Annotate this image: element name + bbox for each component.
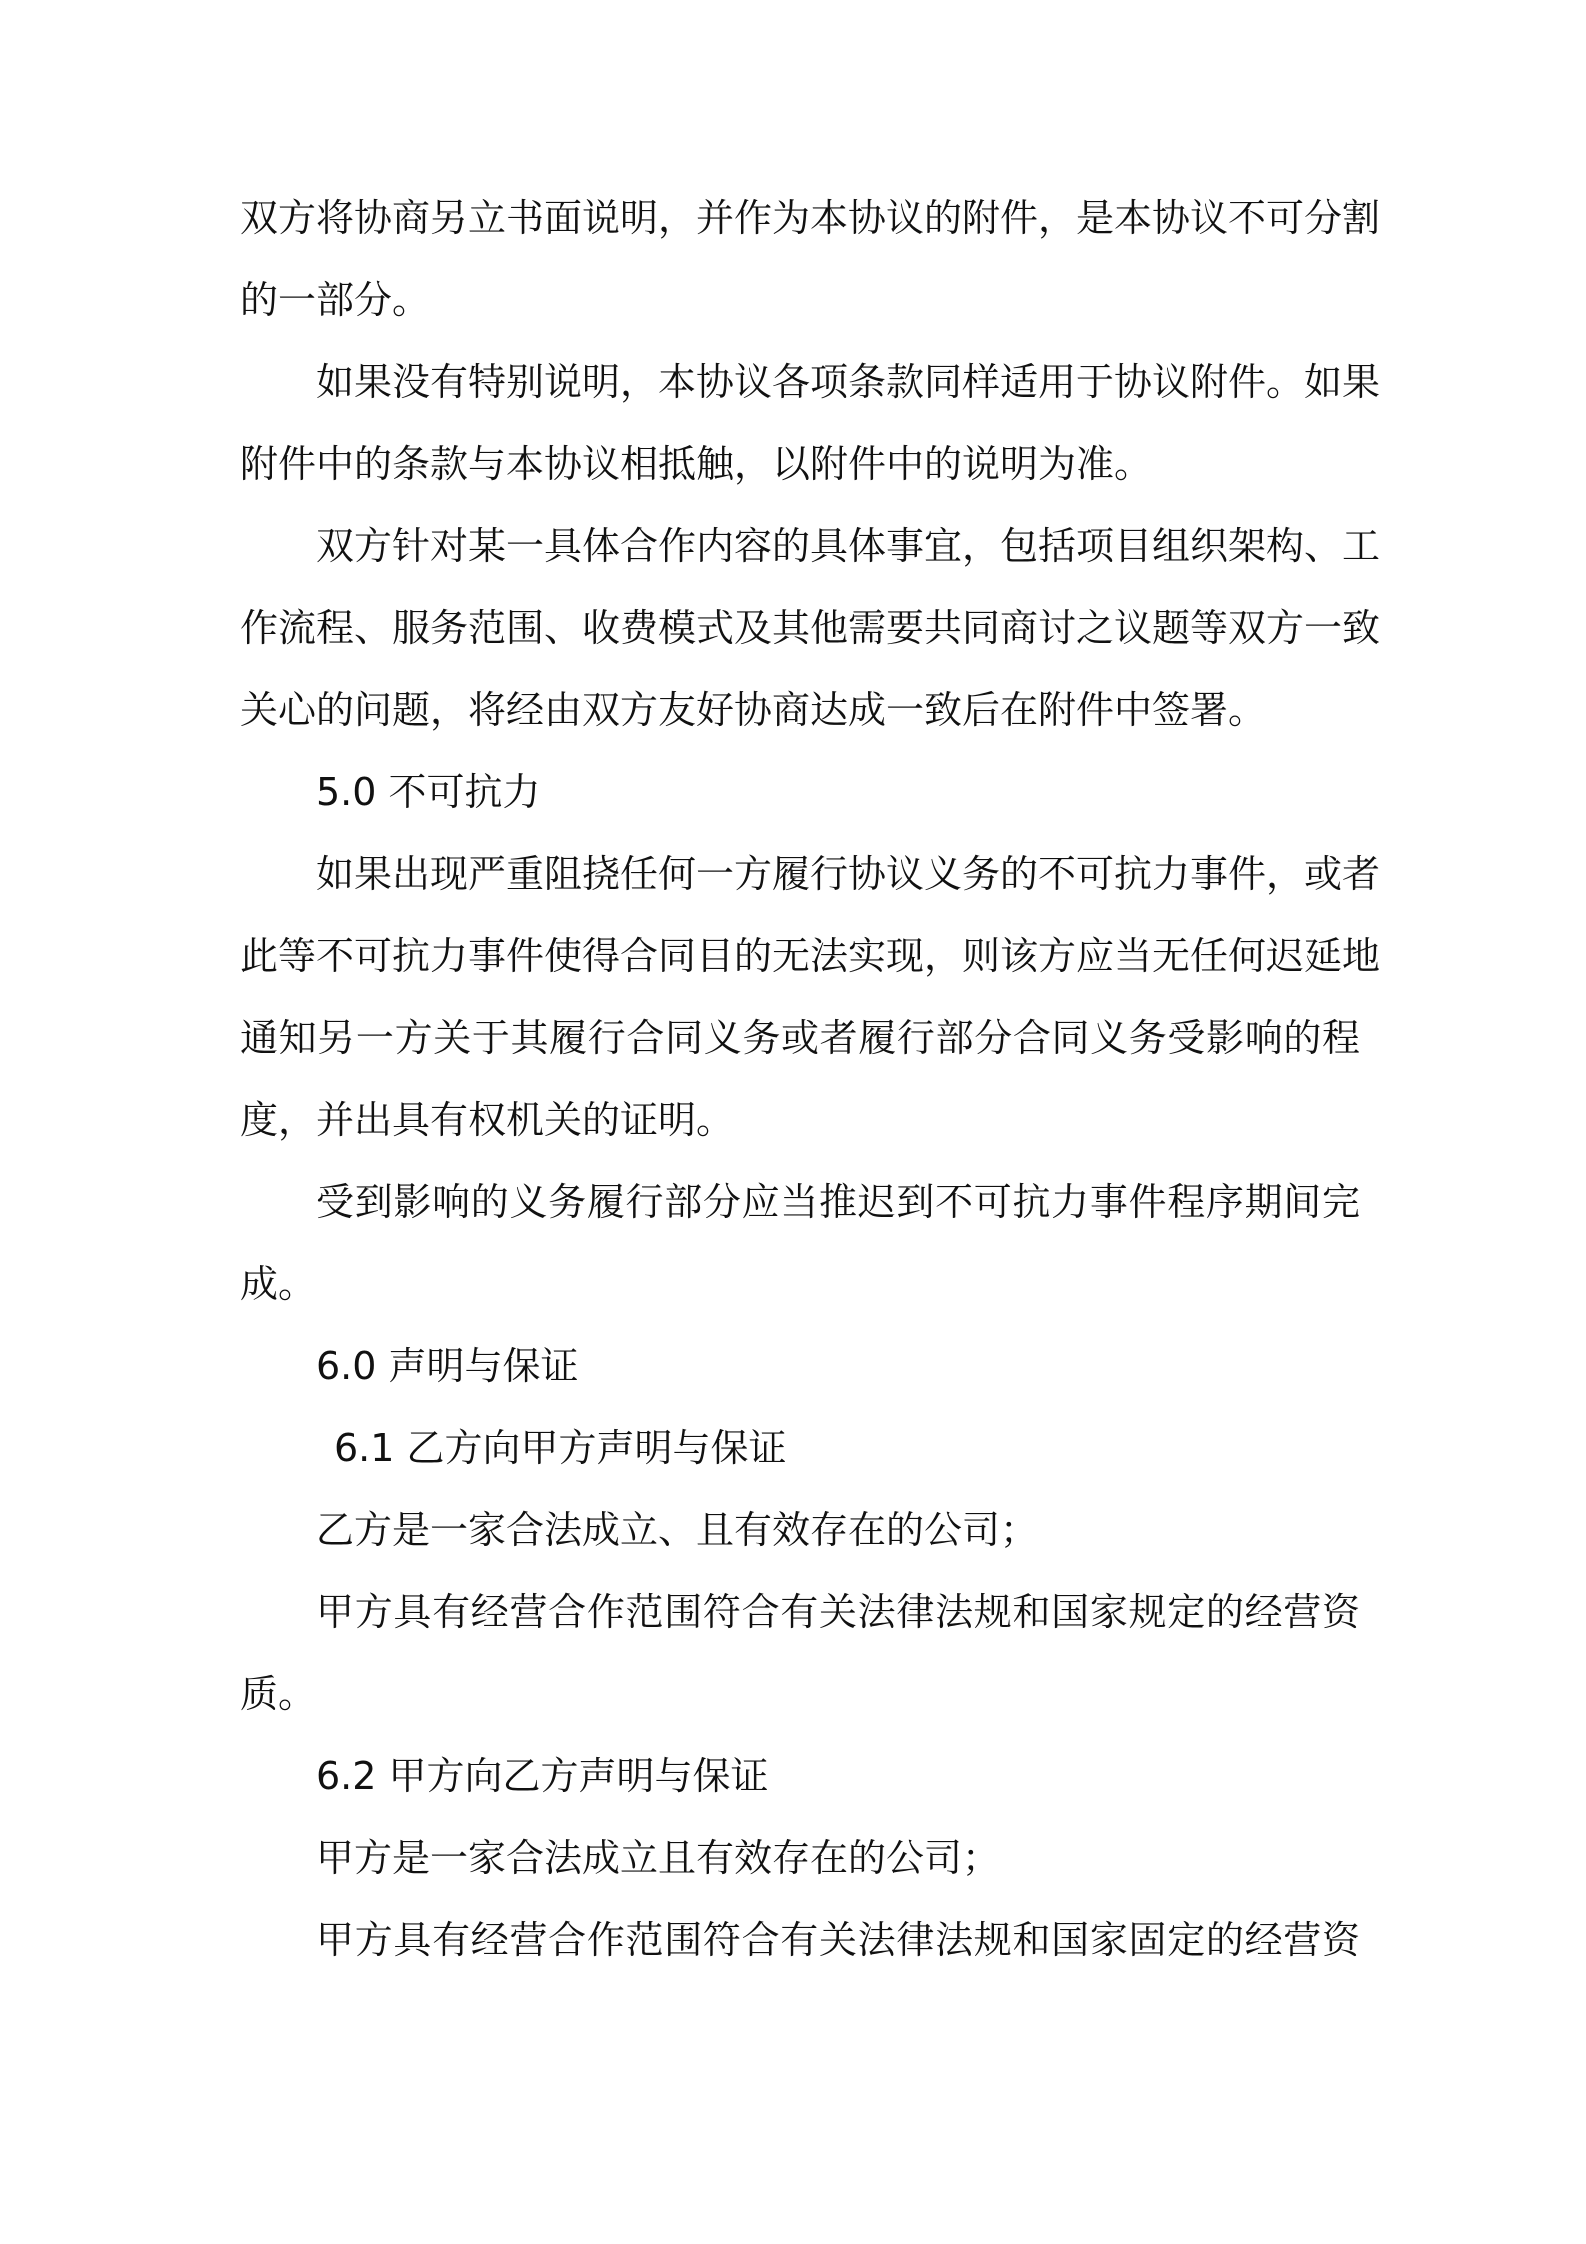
paragraph-line: 双方将协商另立书面说明，并作为本协议的附件，是本协议不可分割 (240, 196, 1381, 240)
paragraph-line: 甲方具有经营合作范围符合有关法律法规和国家固定的经营资 (316, 1918, 1360, 1962)
paragraph-line: 甲方是一家合法成立且有效存在的公司； (316, 1836, 1001, 1880)
paragraph-line: 附件中的条款与本协议相抵触，以附件中的说明为准。 (240, 442, 1153, 486)
subsection-heading: 6.2 甲方向乙方声明与保证 (316, 1754, 769, 1798)
paragraph-line: 成。 (240, 1262, 317, 1306)
paragraph-line: 乙方是一家合法成立、且有效存在的公司； (316, 1508, 1039, 1552)
paragraph-line: 受到影响的义务履行部分应当推迟到不可抗力事件程序期间完 (316, 1180, 1360, 1224)
paragraph-line: 作流程、服务范围、收费模式及其他需要共同商讨之议题等双方一致 (240, 606, 1381, 650)
paragraph-line: 质。 (240, 1672, 317, 1716)
section-heading: 5.0 不可抗力 (316, 770, 541, 814)
paragraph-line: 的一部分。 (240, 278, 431, 322)
paragraph-line: 甲方具有经营合作范围符合有关法律法规和国家规定的经营资 (316, 1590, 1360, 1634)
paragraph-line: 度，并出具有权机关的证明。 (240, 1098, 735, 1142)
paragraph-line: 通知另一方关于其履行合同义务或者履行部分合同义务受影响的程 (240, 1016, 1360, 1060)
section-heading: 6.0 声明与保证 (316, 1344, 579, 1388)
paragraph-line: 此等不可抗力事件使得合同目的无法实现，则该方应当无任何迟延地 (240, 934, 1381, 978)
paragraph-line: 如果没有特别说明，本协议各项条款同样适用于协议附件。如果 (316, 360, 1381, 404)
subsection-heading: 6.1 乙方向甲方声明与保证 (334, 1426, 787, 1470)
paragraph-line: 关心的问题，将经由双方友好协商达成一致后在附件中签署。 (240, 688, 1267, 732)
paragraph-line: 双方针对某一具体合作内容的具体事宜，包括项目组织架构、工 (316, 524, 1381, 568)
paragraph-line: 如果出现严重阻挠任何一方履行协议义务的不可抗力事件，或者 (316, 852, 1381, 896)
